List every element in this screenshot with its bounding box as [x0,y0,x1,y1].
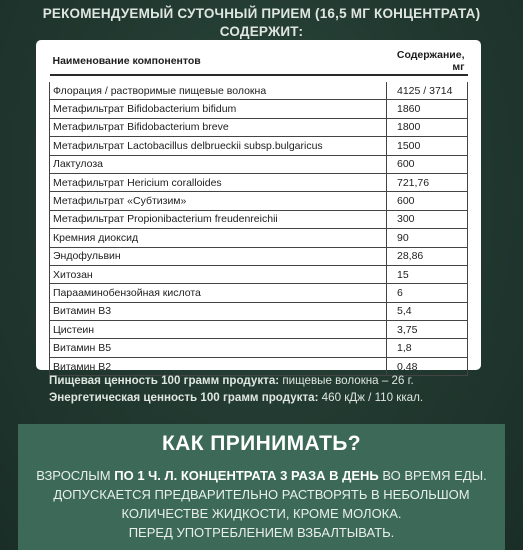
nutrition-line-2 [49,389,423,406]
table-row [50,192,468,210]
nutrition-label-2: Энергетическая ценность 100 грамм продукта: [49,391,319,404]
component-name: Метафильтрат Propionibacterium freudenreichii [50,210,387,228]
component-value: 600 [387,155,468,173]
table-row [50,284,468,302]
table-row [50,302,468,320]
table-row [50,321,468,339]
component-name: Метафильтрат Bifidobacterium breve [50,118,387,136]
table-row [50,210,468,228]
component-name: Витамин B2 [50,357,387,375]
table-spacer-cell [50,75,468,82]
component-name: Метафильтрат Lactobacillus delbrueckii subsp.bulgaricus [50,137,387,155]
how-to-take-text [26,466,497,542]
component-value: 1500 [387,137,468,155]
table-header-row [50,48,468,75]
component-value: 3,75 [387,321,468,339]
table-row [50,173,468,191]
dosage-suffix: ВО ВРЕМЯ ЕДЫ. [378,468,487,483]
column-header-value: Содержание, мг [387,48,468,75]
table-row [50,339,468,357]
component-name: Хитозан [50,265,387,283]
component-value: 28,86 [387,247,468,265]
component-value: 15 [387,265,468,283]
how-to-take-panel [18,424,505,550]
component-name: Цистеин [50,321,387,339]
component-value: 4125 / 3714 [387,82,468,100]
nutrition-value-1: пищевые волокна – 26 г. [279,374,414,387]
page-header [0,5,523,41]
nutrition-line-1 [49,372,423,389]
component-value: 1860 [387,100,468,118]
component-name: Парааминобензойная кислота [50,284,387,302]
column-header-name: Наименование компонентов [50,48,387,75]
table-row [50,82,468,100]
component-value: 90 [387,229,468,247]
table-row [50,265,468,283]
component-value: 721,76 [387,173,468,191]
component-value: 5,4 [387,302,468,320]
how-to-take-title: КАК ПРИНИМАТЬ? [161,432,362,455]
component-value: 1800 [387,118,468,136]
table-row [50,137,468,155]
header-line-2: СОДЕРЖИТ: [219,24,304,39]
dosage-amount: ПО 1 Ч. Л. КОНЦЕНТРАТА 3 РАЗА В ДЕНЬ [114,468,379,483]
component-name: Метафильтрат Hericium coralloides [50,173,387,191]
component-value: 1,8 [387,339,468,357]
table-row [50,229,468,247]
nutrition-label-1: Пищевая ценность 100 грамм продукта: [49,374,280,387]
component-name: Витамин B3 [50,302,387,320]
component-name: Метафильтрат «Субтизим» [50,192,387,210]
component-name: Витамин B5 [50,339,387,357]
dissolve-note: ДОПУСКАЕТСЯ ПРЕДВАРИТЕЛЬНО РАСТВОРЯТЬ В НЕБОЛЬШОМ КОЛИЧЕСТВЕ ЖИДКОСТИ, КРОМЕ МОЛОКА. [53,487,470,521]
component-name: Метафильтрат Bifidobacterium bifidum [50,100,387,118]
component-name: Кремния диоксид [50,229,387,247]
table-row [50,100,468,118]
table-spacer [50,75,468,82]
header-line-1: РЕКОМЕНДУЕМЫЙ СУТОЧНЫЙ ПРИЕМ (16,5 МГ КОНЦЕНТРАТА) [42,6,481,21]
shake-note: ПЕРЕД УПОТРЕБЛЕНИЕМ ВЗБАЛТЫВАТЬ. [128,525,395,540]
table-row [50,118,468,136]
component-name: Флорация / растворимые пищевые волокна [50,82,387,100]
composition-card [36,40,481,373]
component-value: 300 [387,210,468,228]
component-value: 6 [387,284,468,302]
component-name: Лактулоза [50,155,387,173]
nutrition-info [49,372,423,406]
component-value: 600 [387,192,468,210]
composition-table [49,48,468,376]
component-value: 0,48 [387,357,468,375]
table-row [50,155,468,173]
nutrition-value-2: 460 кДж / 110 ккал. [318,391,424,404]
dosage-prefix: ВЗРОСЛЫМ [36,468,115,483]
component-name: Эндофульвин [50,247,387,265]
table-row [50,247,468,265]
